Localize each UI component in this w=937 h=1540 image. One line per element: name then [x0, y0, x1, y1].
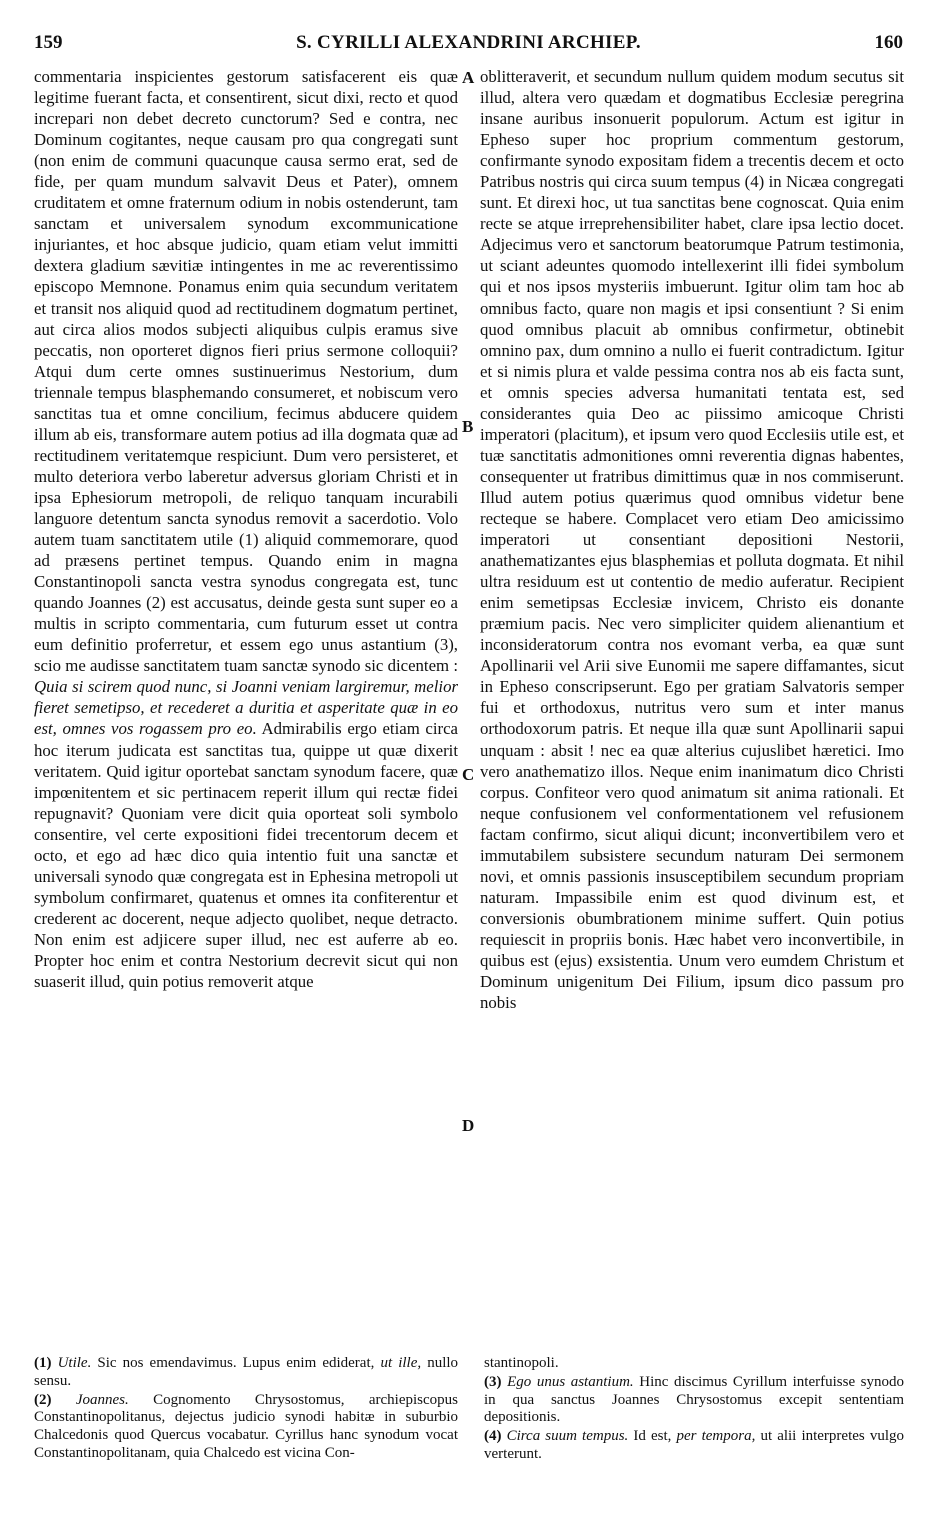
footnote-3-label: (3): [484, 1373, 502, 1390]
right-column-body: [480, 66, 904, 1356]
footnote-1-term: Utile.: [57, 1355, 92, 1371]
footnote-1-text2: nullo sensu.: [34, 1355, 459, 1389]
footnote-1-term2: ut ille,: [380, 1355, 422, 1371]
margin-marker-a: A: [462, 68, 475, 87]
footnote-2-text: Cognomento Chrysostomus, archiepiscopus Constantinopolitanus, dejectus judicio synodi habitæ in suburbio Chalcedonis quod Quercus vocabatur. Cyrillus hanc synodum vocat Constantinopolitanam, quia Chalcedo est vicina Con-: [34, 1391, 459, 1461]
right-column-text: oblitteraverit, et secundum nullum quidem modum secutus sit illud, altera vero quædam et dogmatibus Ecclesiæ peregrina insane auribus insonuerit populorum. Actum est igitur in Epheso super hoc proprium commentum gestorum, confirmante synodo expositam fidem a trecentis decem et octo Patribus nostris qui circa suum tempus (4) in Nicæa congregati sunt. Et direxi hoc, ut tua sanctitas bene cognoscat. Quia enim recte se atque irreprehensibiliter habet, clare ipsa lectio docet. Adjecimus vero et sanctorum beatorumque Patrum testimonia, ut sciant adeuntes quomodo intellexerint illi fidei symbolum qui et nos ipsos mysteriis imbuerunt. Igitur olim tam hoc ab omnibus facto, quare non magis et ipsi consentiunt ? Si enim quod omnibus placuit ab omnibus confirmetur, obtinebit omnino pax, dum omnino a nullo ei fuerit contradictum. Igitur et si nimis plura et valde pessima contra nos ab eis facta sunt, et omnis species adversa humanitati tentata est, sed considerantes quia Deo ac piissimo amicoque Christi imperatori (placitum), et ipsum vero quod Ecclesiis utile est, et tuæ sanctitatis admonitiones omni reverentia dignas habentes, consequenter ut fratribus dimittimus quæ in nos commiserunt. Illud autem potius quærimus quod omnibus videtur bene recteque se habere. Complacet vero etiam Deo amicissimo imperatori ut consentiant depositioni Nestorii, anathematizantes ejus blasphemias et polluta dogmata. Et nihil ultra residuum est ut contentio de medio auferatur. Recipient enim semetipsas Ecclesiæ invicem, Christo eis donante præmium pacis. Nec vero simpliciter quidem alienantium et inconsideratorum contra nos evomant verba, ea quæ sunt Apollinarii vel Arii sive Eunomii me sapere diffamantes, sicut in Epheso conscripserunt. Ego per gratiam Salvatoris semper fui et orthodoxus, nutritus vero sum et inter manus orthodoxorum patris. Et neque illa quæ sunt Apollinarii sapui unquam : absit ! nec ea quæ alterius cujuslibet hæretici. Imo vero anathematizo illos. Neque enim inanimatum dico Christi corpus. Confiteor vero quod animatum sit anima rationali. Et neque confusionem vel conformentationem vel refusionem factam confirmo, sicut aliqui dicunt; inconvertibilem vero et immutabilem subsistere secundum naturam Dei sermonem novi, et omnis passionis insusceptibilem secundum propriam naturam. Impassibile enim est quod divinum est, et conversionis obumbrationem minime suffert. Quin potius requiescit in propriis bonis. Hæc habet vero inconvertibile, in quibus est (ejus) exsistentia. Unum vero eumdem Christum et Dominum unigenitum Dei Filium, ipsum dico passum pro nobis: [480, 67, 904, 1013]
footnotes-right: [484, 1355, 904, 1465]
page-number-left: 159: [34, 32, 63, 53]
footnote-1-label: (1): [34, 1355, 52, 1371]
page-header: [34, 32, 903, 62]
footnote-2-term: Joannes.: [75, 1391, 129, 1408]
running-title: S. CYRILLI ALEXANDRINI ARCHIEP.: [296, 32, 641, 53]
right-column: [480, 66, 904, 1356]
margin-marker-c: C: [462, 765, 475, 784]
footnote-2-continuation: stantinopoli.: [484, 1355, 559, 1371]
footnote-2: [34, 1392, 458, 1463]
footnote-4-text: Id est,: [633, 1428, 672, 1445]
footnote-1-text: Sic nos emendavimus. Lupus enim ediderat,: [97, 1355, 375, 1371]
footnote-4-label: (4): [484, 1428, 502, 1445]
page-number-right: 160: [874, 32, 903, 53]
footnotes-left: [34, 1355, 458, 1464]
footnote-2-label: (2): [34, 1391, 52, 1408]
footnote-3: [484, 1374, 904, 1427]
left-column-body: [34, 66, 458, 1356]
footnote-4: [484, 1428, 904, 1464]
left-column-text: [34, 66, 458, 992]
footnote-4-term2: per tempora,: [676, 1428, 756, 1445]
footnote-3-text: Hinc discimus Cyrillum interfuisse synodo in qua sanctus Joannes Chrysostomus excepit sententiam depositionis.: [484, 1373, 905, 1426]
footnote-1: [34, 1355, 458, 1391]
left-column: [34, 66, 458, 1356]
footnote-4-term: Circa suum tempus.: [506, 1428, 629, 1445]
left-text-1: commentaria inspicientes gestorum satisfacerent eis quæ legitime fuerant facta, et consentirent, sicut dixi, recto et quod increpari non debet decreto cunctorum? Sed e contra, nec Dominum cogitantes, neque causam pro qua congregati sunt (non enim de communi quacunque causa sermo erat, sed de fide, per quam mundum salvavit Deus et Pater), omnem cruditatem et omne fraternum odium in nobis ostenderunt, tam sanctam et universalem synodum excommunicatione injuriantes, et hoc absque judicio, quam etiam velut immitti dextera gladium sævitiæ intingentes in me ac reverentissimo episcopo Memnone. Ponamus enim quia secundum veritatem et transit nos aliquid quod ad rectitudinem dogmatum pertinet, aut circa alios modos subjecti aliquibus culpis eramus sive peccatis, non oporteret dignos fieri prius sermone colloquii? Atqui dum certe omnes sustinuerimus Nestorium, dum triennale tempus blasphemando consumeret, et nobiscum vero sanctitas tua et omne concilium, fecimus abducere quidem illum ab eis, transformare autem potius ad illa dogmata quæ ad rectitudinem veritatemque respiciunt. Dum vero persisteret, et multo deteriora verbo laberetur adversus gloriam Christi et in ipsa Ephesiorum metropoli, de reliquo tanquam incurabili languore detentum sancta synodus removit a sacerdotio. Volo autem tuam sanctitatem utile (1) aliquid commemorare, quod ad præsens pertinet tempus. Quando enim in magna Constantinopoli sancta vestra synodus congregata est, tunc quando Joannes (2) est accusatus, deinde gesta sunt super eo a multis in scripto commentaria, cum futurum esset ut contra eum definitio proferretur, et essem ego unus astantium (3), scio me audisse sanctitatem tuam sanctæ synodo sic dicentem :: [34, 67, 458, 676]
margin-marker-d: D: [462, 1116, 475, 1135]
left-text-2: Admirabilis ergo etiam circa hoc iterum judicata est sanctitas tua, quippe ut quæ dixerit veritatem. Quid igitur oportebat sanctam synodum facere, quæ impœnitentem et sic pertinacem reperit illum qui rectæ fidei repugnavit? Quoniam vere dicit quia oporteat soli symbolo consentire, vel certe expositioni fidei trecentorum decem et octo, et ego ad hæc dico quia intentio fuit una sanctæ et universali synodo quæ congregata est in Ephesina metropoli ut symbolum confirmaret, quatenus et omnes ita confiterentur et crederent ac docerent, neque adjecto quolibet, neque detracto. Non enim est adjicere super illud, nec est auferre ab eo. Propter hoc enim et contra Nestorium decrevit sicut qui non suaserit illud, quin potius removerit atque: [34, 719, 458, 992]
footnote-3-term: Ego unus astantium.: [507, 1373, 634, 1390]
left-quote: Quia si scirem quod nunc, si Joanni veniam largiremur, melior fieret semetipso, et recederet a duritia et asperitate quæ in eo est, omnes vos rogassem pro eo.: [34, 677, 458, 739]
footnote-4-text2: ut alii interpretes vulgo verterunt.: [484, 1428, 905, 1462]
margin-marker-b: B: [462, 417, 474, 436]
